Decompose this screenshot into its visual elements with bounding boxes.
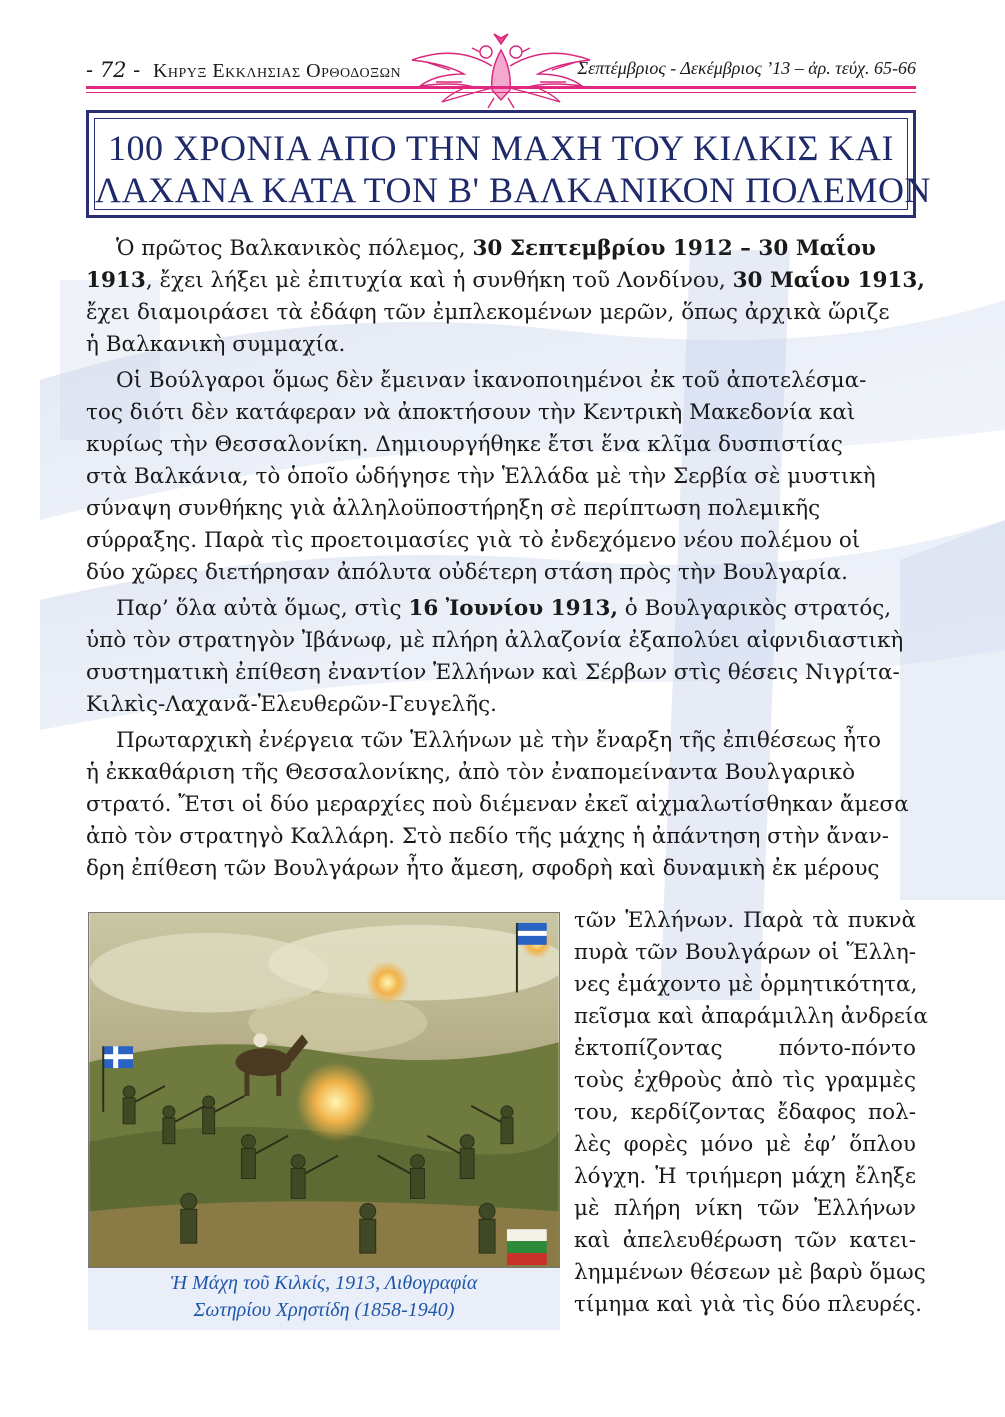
- paragraph-line: πυρὰ τῶν Βουλγάρων οἱ Ἕλλη-: [574, 940, 916, 965]
- paragraph-line: Παρ’ ὅλα αὐτὰ ὅμως, στὶς 16 Ἰουνίου 1913, ὁ Βουλγαρικὸς στρατός,: [116, 596, 892, 621]
- paragraph-line: ἀπὸ τὸν στρατηγὸ Καλλάρη. Στὸ πεδίο τῆς μάχης ἡ ἀπάντηση στὴν ἄναν-: [86, 824, 889, 849]
- figure-caption-line-2: Σωτηρίου Χρηστίδη (1858-1940): [193, 1299, 455, 1321]
- paragraph-line: σύναψη συνθήκης γιὰ ἀλληλοϋποστήρηξη σὲ περίπτωση πολεμικῆς: [86, 496, 821, 521]
- paragraph-line: λόγχη. Ἡ τριήμερη μάχη ἔληξε: [574, 1164, 916, 1189]
- paragraph-line: τίμημα καὶ γιὰ τὶς δύο πλευρές.: [574, 1292, 922, 1317]
- paragraph-line: πεῖσμα καὶ ἀπαράμιλλη ἀνδρεία: [574, 1004, 928, 1029]
- double-headed-eagle-icon: [406, 30, 596, 110]
- header-left: [86, 58, 401, 83]
- paragraph-line: ἐκτοπίζοντας πόντο-πόντο: [574, 1036, 916, 1061]
- paragraph-line: Πρωταρχικὴ ἐνέργεια τῶν Ἑλλήνων μὲ τὴν ἔναρξη τῆς ἐπιθέσεως ἦτο: [116, 728, 881, 753]
- paragraph-line: λημμένων θέσεων μὲ βαρὺ ὅμως: [574, 1260, 926, 1285]
- paragraph-line: Οἱ Βούλγαροι ὅμως δὲν ἔμειναν ἱκανοποιημένοι ἐκ τοῦ ἀποτελέσμα-: [116, 368, 867, 393]
- paragraph-line: συστηματικὴ ἐπίθεση ἐναντίον Ἑλλήνων καὶ Σέρβων στὶς θέσεις Νιγρίτα-: [86, 660, 900, 685]
- paragraph-line: Ὁ πρῶτος Βαλκανικὸς πόλεμος, 30 Σεπτεμβρίου 1912 – 30 Μαΐου: [116, 236, 876, 261]
- paragraph-line: τῶν Ἑλλήνων. Παρὰ τὰ πυκνὰ: [574, 908, 916, 933]
- paragraph-line: στὰ Βαλκάνια, τὸ ὁποῖο ὡδήγησε τὴν Ἑλλάδα μὲ τὴν Σερβία σὲ μυστικὴ: [86, 464, 876, 489]
- article-title-box: [86, 110, 931, 218]
- paragraph-line: Κιλκὶς-Λαχανᾶ-Ἐλευθερῶν-Γευγελῆς.: [86, 692, 497, 717]
- paragraph-line: μὲ πλήρη νίκη τῶν Ἑλλήνων: [574, 1196, 916, 1221]
- paragraph-line: 1913, ἔχει λήξει μὲ ἐπιτυχία καὶ ἡ συνθήκη τοῦ Λονδίνου, 30 Μαΐου 1913,: [86, 268, 925, 293]
- paragraph-line: νες ἐμάχοντο μὲ ὁρμητικότητα,: [574, 972, 918, 997]
- magazine-name: Κηρυξ Εκκλησιας Ορθοδοξων: [152, 60, 402, 82]
- paragraph-line: δρη ἐπίθεση τῶν Βουλγάρων ἦτο ἄμεση, σφοδρὴ καὶ δυναμικὴ ἐκ μέρους: [86, 856, 880, 881]
- figure-caption: [88, 1270, 560, 1324]
- page-number: - 72 -: [86, 58, 141, 82]
- paragraph-line: καὶ ἀπελευθέρωση τῶν κατει-: [574, 1228, 916, 1253]
- paragraph-line: κυρίως τὴν Θεσσαλονίκη. Δημιουργήθηκε ἔτσι ἕνα κλῖμα δυσπιστίας: [86, 432, 843, 457]
- paragraph-line: στρατό. Ἔτσι οἱ δύο μεραρχίες ποὺ διέμεναν ἐκεῖ αἰχμαλωτίσθηκαν ἄμεσα: [86, 792, 909, 817]
- issue-info: Σεπτέμβριος - Δεκέμβριος ’13 – ἀρ. τεύχ. 65-66: [577, 58, 916, 78]
- article-title-line-2: ΛΑΧΑΝΑ ΚΑΤΑ ΤΟΝ Β' ΒΑΛΚΑΝΙΚΟΝ ΠΟΛΕΜΟΝ: [95, 170, 931, 210]
- paragraph-line: ὑπὸ τὸν στρατηγὸν Ἰβάνωφ, μὲ πλήρη ἀλλαζονία ἐξαπολύει αἰφνιδιαστικὴ: [86, 628, 904, 653]
- paragraph-line: του, κερδίζοντας ἔδαφος πολ-: [574, 1100, 916, 1125]
- figure-caption-line-1: Ἡ Μάχη τοῦ Κιλκίς, 1913, Λιθογραφία: [170, 1272, 478, 1294]
- paragraph-line: τος διότι δὲν κατάφεραν νὰ ἀποκτήσουν τὴν Κεντρικὴ Μακεδονία καὶ: [86, 400, 856, 425]
- battle-figure: [88, 912, 560, 1332]
- battle-lithograph-image: [88, 912, 560, 1268]
- paragraph-line: σύρραξης. Παρὰ τὶς προετοιμασίες γιὰ τὸ ἐνδεχόμενο νέου πολέμου οἱ: [86, 528, 861, 553]
- paragraph-line: τοὺς ἐχθροὺς ἀπὸ τὶς γραμμὲς: [574, 1068, 916, 1093]
- paragraph-line: ἔχει διαμοιράσει τὰ ἐδάφη τῶν ἐμπλεκομένων μερῶν, ὅπως ἀρχικὰ ὥριζε: [86, 300, 890, 325]
- paragraph-line: λὲς φορὲς μόνο μὲ ἐφ’ ὅπλου: [574, 1132, 916, 1157]
- article-title-line-1: 100 ΧΡΟΝΙΑ ΑΠΟ ΤΗΝ ΜΑΧΗ ΤΟΥ ΚΙΛΚΙΣ ΚΑΙ: [108, 128, 894, 168]
- header-rule: [86, 86, 916, 96]
- paragraph-line: ἡ ἐκκαθάριση τῆς Θεσσαλονίκης, ἀπὸ τὸν ἐναπομείναντα Βουλγαρικὸ: [86, 760, 856, 785]
- paragraph-line: ἡ Βαλκανικὴ συμμαχία.: [86, 332, 346, 357]
- paragraph-line: δύο χῶρες διετήρησαν ἀπόλυτα οὐδέτερη στάση πρὸς τὴν Βουλγαρία.: [86, 560, 848, 585]
